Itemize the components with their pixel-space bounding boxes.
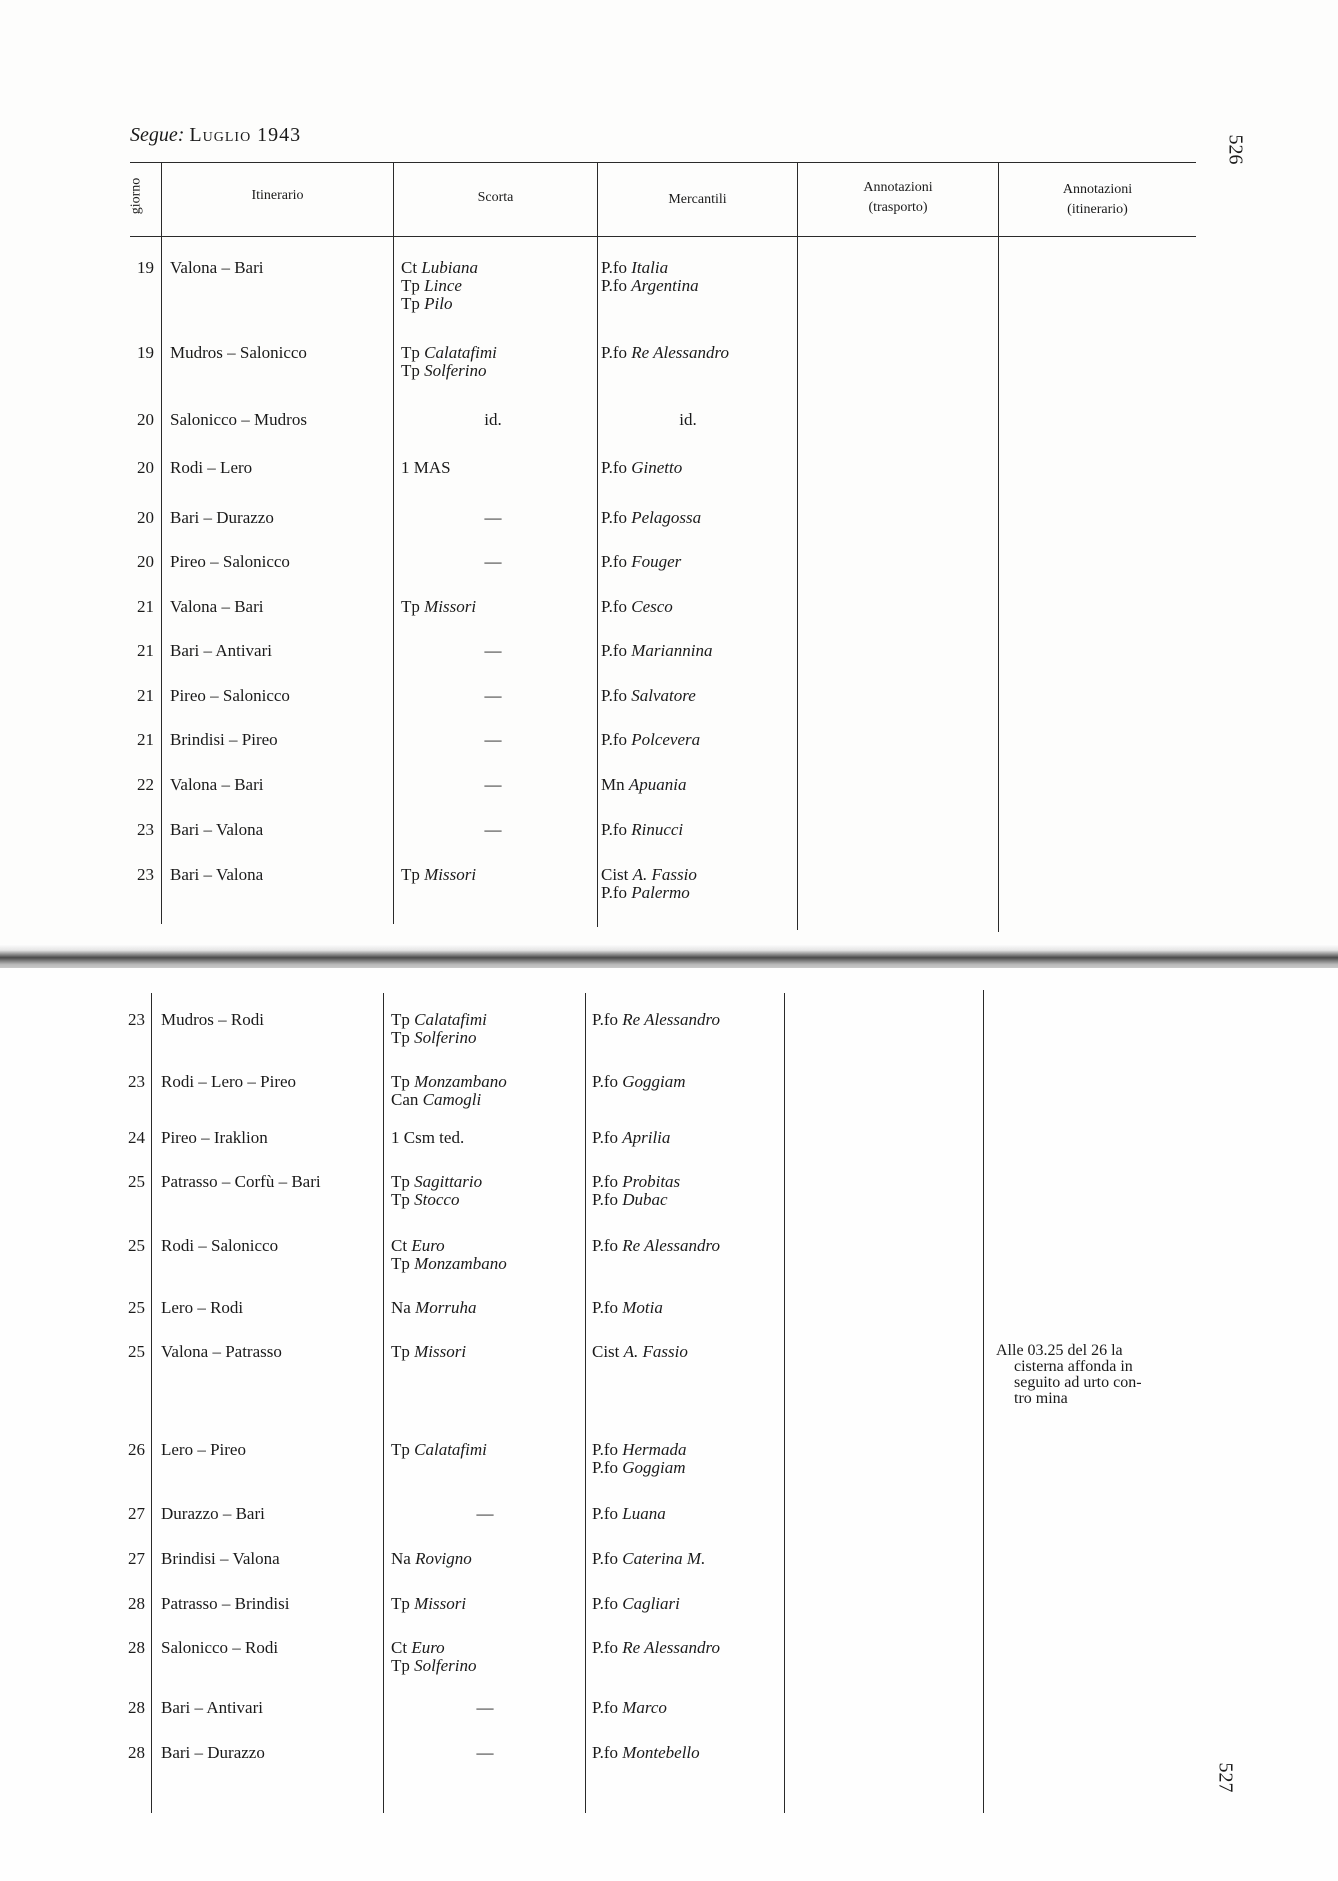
ship-name: Euro	[411, 1236, 445, 1255]
escort-cell	[391, 1299, 476, 1317]
day-cell: 28	[128, 1698, 145, 1717]
escort-cell: 1 MAS	[401, 458, 451, 477]
ship-name: Re Alessandro	[631, 343, 729, 362]
day-cell: 21	[137, 730, 154, 749]
route-cell: Bari – Valona	[170, 820, 264, 839]
escort-cell: —	[484, 775, 502, 794]
ship-name: Salvatore	[631, 686, 696, 705]
ship-type: Tp	[391, 1072, 415, 1091]
merchant-cell	[592, 1011, 720, 1029]
page-number-top: 526	[1224, 134, 1247, 165]
merchant-cell	[592, 1299, 663, 1317]
ship-type: P.fo	[601, 258, 632, 277]
merchant-cell	[592, 1744, 700, 1762]
escort-cell: —	[476, 1698, 494, 1717]
escort-cell	[391, 1073, 507, 1109]
ship-name: Cagliari	[622, 1594, 680, 1613]
itinerary-note	[996, 1343, 1201, 1407]
escort-cell: 1 Csm ted.	[391, 1128, 465, 1147]
ship-name: Argentina	[631, 276, 699, 295]
escort-cell: id.	[484, 410, 502, 429]
route-cell: Valona – Bari	[170, 258, 264, 277]
route-cell: Lero – Pireo	[161, 1440, 246, 1459]
col-header-giorno: giorno	[128, 177, 144, 215]
ship-type: Ct	[391, 1236, 412, 1255]
escort-cell	[391, 1639, 476, 1675]
table-top-rule	[130, 162, 1196, 163]
ship-name: Rovigno	[415, 1549, 472, 1568]
col-divider	[383, 993, 384, 1813]
page-heading	[130, 124, 301, 147]
ship-type: Tp	[401, 865, 425, 884]
col-header-annotazioni-trasporto: Annotazioni (trasporto)	[863, 180, 933, 215]
route-cell: Salonicco – Mudros	[170, 410, 307, 429]
ship-type: Ct	[391, 1638, 412, 1657]
ship-type: Can	[391, 1090, 423, 1109]
escort-cell: —	[484, 686, 502, 705]
ship-type: P.fo	[601, 276, 632, 295]
day-cell: 28	[128, 1743, 145, 1762]
escort-cell: —	[484, 508, 502, 527]
ship-name: Aprilia	[622, 1128, 671, 1147]
escort-cell	[391, 1550, 472, 1568]
note-line: Alle 03.25 del 26 la	[996, 1342, 1123, 1359]
ship-type: Tp	[401, 361, 425, 380]
ship-type: Tp	[391, 1010, 415, 1029]
ship-type: Tp	[391, 1028, 415, 1047]
day-cell: 19	[137, 258, 154, 277]
ship-type: P.fo	[592, 1010, 623, 1029]
ship-type: Cist	[592, 1342, 624, 1361]
ship-type: Tp	[401, 343, 425, 362]
ship-name: Solferino	[424, 361, 487, 380]
day-cell: 23	[137, 865, 154, 884]
route-cell: Brindisi – Valona	[161, 1549, 280, 1568]
col-divider	[151, 993, 152, 1813]
lower-page	[0, 968, 1338, 1881]
day-cell: 23	[137, 820, 154, 839]
ship-type: Tp	[391, 1190, 415, 1209]
ship-type: P.fo	[601, 820, 632, 839]
merchant-cell	[601, 776, 686, 794]
ship-name: Re Alessandro	[622, 1638, 720, 1657]
ship-type: Na	[391, 1298, 416, 1317]
route-cell: Salonicco – Rodi	[161, 1638, 279, 1657]
ship-name: A. Fassio	[632, 865, 697, 884]
page-number-bottom: 527	[1214, 1762, 1237, 1793]
merchant-cell	[592, 1073, 686, 1091]
ship-name: Euro	[411, 1638, 445, 1657]
merchant-cell	[592, 1441, 686, 1477]
escort-cell	[391, 1011, 487, 1047]
ship-name: Luana	[622, 1504, 666, 1523]
day-cell: 20	[137, 458, 154, 477]
ship-name: Ginetto	[631, 458, 683, 477]
ship-name: Missori	[414, 1594, 467, 1613]
ship-type: P.fo	[601, 641, 632, 660]
ship-type: P.fo	[592, 1458, 623, 1477]
ship-name: Stocco	[414, 1190, 460, 1209]
merchant-cell	[592, 1550, 705, 1568]
ship-type: P.fo	[601, 883, 632, 902]
ship-type: Tp	[391, 1594, 415, 1613]
day-cell: 21	[137, 597, 154, 616]
note-line: seguito ad urto con-	[1014, 1374, 1142, 1391]
day-cell: 23	[128, 1072, 145, 1091]
col-header-scorta: Scorta	[477, 190, 514, 205]
day-cell: 27	[128, 1504, 145, 1523]
ship-type: Tp	[391, 1656, 415, 1675]
ship-type: P.fo	[592, 1743, 623, 1762]
ship-name: Camogli	[422, 1090, 482, 1109]
ship-type: Ct	[401, 258, 422, 277]
route-cell: Pireo – Salonicco	[170, 686, 290, 705]
ship-name: Palermo	[631, 883, 690, 902]
day-cell: 25	[128, 1236, 145, 1255]
ship-type: P.fo	[592, 1440, 623, 1459]
escort-cell: —	[484, 641, 502, 660]
escort-cell: —	[476, 1743, 494, 1762]
ship-name: Missori	[424, 865, 477, 884]
merchant-cell	[601, 553, 681, 571]
day-cell: 24	[128, 1128, 145, 1147]
ship-type: P.fo	[592, 1298, 623, 1317]
day-cell: 22	[137, 775, 154, 794]
merchant-cell	[601, 731, 700, 749]
ship-type: P.fo	[592, 1594, 623, 1613]
note-line: cisterna affonda in	[1014, 1358, 1133, 1375]
ship-name: Marco	[622, 1698, 667, 1717]
ship-name: Pelagossa	[631, 508, 702, 527]
route-cell: Bari – Antivari	[170, 641, 272, 660]
ship-name: Morruha	[415, 1298, 477, 1317]
merchant-cell	[592, 1699, 667, 1717]
day-cell: 20	[137, 410, 154, 429]
ship-name: Re Alessandro	[622, 1236, 720, 1255]
merchant-cell	[601, 459, 682, 477]
ship-name: Lince	[424, 276, 462, 295]
ship-name: Goggiam	[622, 1458, 686, 1477]
ship-type: P.fo	[601, 552, 632, 571]
route-cell: Patrasso – Brindisi	[161, 1594, 290, 1613]
ship-type: P.fo	[592, 1698, 623, 1717]
escort-cell	[391, 1441, 487, 1459]
ship-name: Rinucci	[631, 820, 684, 839]
ship-type: Tp	[391, 1342, 415, 1361]
ship-name: Mariannina	[631, 641, 713, 660]
merchant-cell	[592, 1343, 688, 1361]
ship-name: Dubac	[622, 1190, 668, 1209]
ship-type: Tp	[391, 1172, 415, 1191]
escort-cell: —	[476, 1504, 494, 1523]
merchant-cell	[601, 866, 697, 902]
ship-name: Fouger	[631, 552, 682, 571]
ship-type: Tp	[391, 1254, 415, 1273]
ship-name: Probitas	[622, 1172, 681, 1191]
month-label: Luglio 1943	[189, 124, 302, 146]
ship-name: Goggiam	[622, 1072, 686, 1091]
escort-cell	[391, 1237, 507, 1273]
route-cell: Patrasso – Corfù – Bari	[161, 1172, 321, 1191]
ship-name: Montebello	[622, 1743, 700, 1762]
escort-cell: —	[484, 820, 502, 839]
ship-name: Apuania	[628, 775, 687, 794]
escort-cell	[391, 1173, 482, 1209]
ship-name: Pilo	[424, 294, 453, 313]
day-cell: 28	[128, 1638, 145, 1657]
ship-name: Lubiana	[421, 258, 478, 277]
day-cell: 26	[128, 1440, 145, 1459]
ship-type: P.fo	[592, 1638, 623, 1657]
ship-type: Tp	[401, 597, 425, 616]
merchant-cell	[601, 259, 699, 295]
day-cell: 28	[128, 1594, 145, 1613]
merchant-cell	[592, 1237, 720, 1255]
ship-name: Calatafimi	[414, 1440, 487, 1459]
table-header-rule	[130, 236, 1196, 237]
route-cell: Valona – Bari	[170, 775, 264, 794]
day-cell: 20	[137, 552, 154, 571]
ship-type: P.fo	[601, 508, 632, 527]
ship-type: P.fo	[592, 1172, 623, 1191]
ship-name: Hermada	[622, 1440, 687, 1459]
merchant-cell	[601, 509, 701, 527]
merchant-cell	[601, 344, 729, 362]
ship-type: P.fo	[592, 1072, 623, 1091]
ship-type: P.fo	[601, 686, 632, 705]
day-cell: 21	[137, 641, 154, 660]
day-cell: 19	[137, 343, 154, 362]
ship-name: Polcevera	[631, 730, 701, 749]
ship-name: Cesco	[631, 597, 673, 616]
col-divider	[784, 993, 785, 1813]
day-cell: 20	[137, 508, 154, 527]
ship-name: Italia	[631, 258, 669, 277]
ship-name: Calatafimi	[424, 343, 497, 362]
ship-name: Monzambano	[414, 1072, 507, 1091]
ship-type: P.fo	[601, 458, 632, 477]
ship-name: Caterina M.	[622, 1549, 706, 1568]
ship-name: Calatafimi	[414, 1010, 487, 1029]
ship-name: Re Alessandro	[622, 1010, 720, 1029]
ship-type: Na	[391, 1549, 416, 1568]
route-cell: Valona – Patrasso	[161, 1342, 282, 1361]
route-cell: Rodi – Salonicco	[161, 1236, 279, 1255]
ship-type: Tp	[401, 294, 425, 313]
escort-cell	[401, 344, 497, 380]
col-header-itinerario: Itinerario	[251, 188, 304, 203]
day-cell: 25	[128, 1172, 145, 1191]
ship-type: Tp	[401, 276, 425, 295]
route-cell: Pireo – Iraklion	[161, 1128, 268, 1147]
day-cell: 21	[137, 686, 154, 705]
col-divider	[393, 162, 394, 924]
ship-type: Cist	[601, 865, 633, 884]
merchant-cell	[601, 598, 673, 616]
col-divider	[998, 162, 999, 932]
ship-type: P.fo	[592, 1236, 623, 1255]
ship-type: P.fo	[601, 597, 632, 616]
escort-cell	[401, 598, 476, 616]
ship-name: Missori	[424, 597, 477, 616]
merchant-cell	[592, 1129, 670, 1147]
route-cell: Bari – Valona	[170, 865, 264, 884]
ship-name: Solferino	[414, 1656, 477, 1675]
note-line: tro mina	[1014, 1390, 1068, 1407]
col-header-annotazioni-itinerario: Annotazioni (itinerario)	[1062, 182, 1133, 217]
route-cell: Rodi – Lero	[170, 458, 253, 477]
col-divider	[797, 162, 798, 930]
merchant-cell	[601, 821, 683, 839]
route-cell: Bari – Antivari	[161, 1698, 263, 1717]
col-divider	[983, 990, 984, 1813]
escort-cell	[391, 1595, 466, 1613]
day-cell: 23	[128, 1010, 145, 1029]
col-divider	[597, 162, 598, 927]
ship-type: Tp	[391, 1440, 415, 1459]
route-cell: Lero – Rodi	[161, 1298, 244, 1317]
ship-name: Sagittario	[414, 1172, 483, 1191]
route-cell: Rodi – Lero – Pireo	[161, 1072, 297, 1091]
col-divider	[161, 162, 162, 924]
ship-type: Mn	[601, 775, 629, 794]
escort-cell	[391, 1343, 466, 1361]
ship-type: P.fo	[601, 730, 632, 749]
escort-cell	[401, 866, 476, 884]
merchant-cell	[592, 1173, 680, 1209]
route-cell: Mudros – Rodi	[161, 1010, 264, 1029]
segue-label: Segue:	[130, 124, 185, 146]
escort-cell: —	[484, 730, 502, 749]
merchant-cell	[592, 1505, 666, 1523]
merchant-cell: id.	[679, 410, 697, 429]
day-cell: 25	[128, 1342, 145, 1361]
ship-name: A. Fassio	[623, 1342, 688, 1361]
route-cell: Pireo – Salonicco	[170, 552, 290, 571]
escort-cell: —	[484, 552, 502, 571]
day-cell: 27	[128, 1549, 145, 1568]
route-cell: Bari – Durazzo	[170, 508, 274, 527]
route-cell: Bari – Durazzo	[161, 1743, 265, 1762]
ship-type: P.fo	[592, 1504, 623, 1523]
merchant-cell	[601, 687, 696, 705]
ship-type: P.fo	[592, 1128, 623, 1147]
col-divider	[585, 993, 586, 1813]
ship-type: P.fo	[601, 343, 632, 362]
ship-type: P.fo	[592, 1190, 623, 1209]
route-cell: Durazzo – Bari	[161, 1504, 265, 1523]
route-cell: Brindisi – Pireo	[170, 730, 278, 749]
merchant-cell	[592, 1595, 680, 1613]
route-cell: Valona – Bari	[170, 597, 264, 616]
route-cell: Mudros – Salonicco	[170, 343, 307, 362]
ship-name: Missori	[414, 1342, 467, 1361]
day-cell: 25	[128, 1298, 145, 1317]
escort-cell	[401, 259, 478, 313]
col-header-mercantili: Mercantili	[668, 192, 727, 207]
ship-name: Solferino	[414, 1028, 477, 1047]
ship-name: Monzambano	[414, 1254, 507, 1273]
ship-type: P.fo	[592, 1549, 623, 1568]
merchant-cell	[592, 1639, 720, 1657]
merchant-cell	[601, 642, 712, 660]
ship-name: Motia	[622, 1298, 663, 1317]
